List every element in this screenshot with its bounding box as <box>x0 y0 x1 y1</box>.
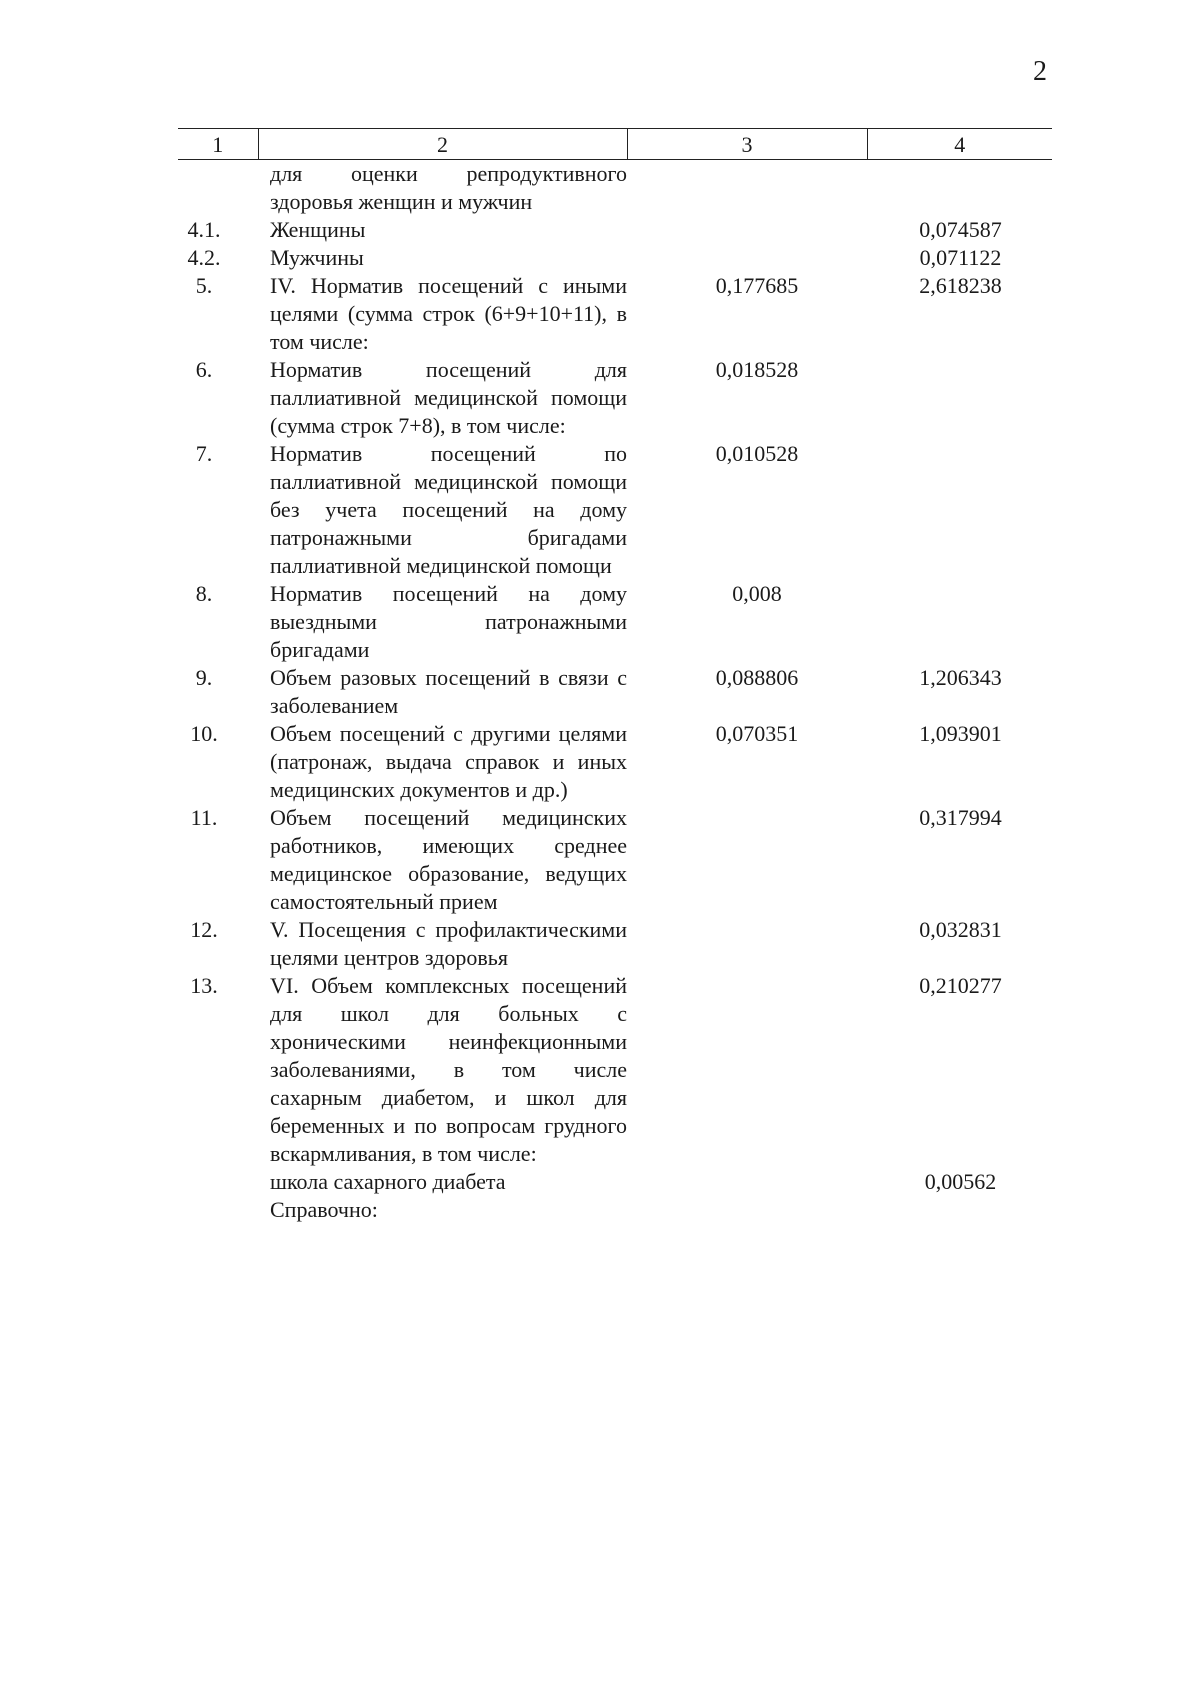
row-number: 5. <box>195 273 213 298</box>
row-text: VI. Объем комплексных посещений для школ для больных с хроническими неинфекционными заболеваниями, в том числе сахарным диабетом, и школ для беременных и по вопросам грудного вскармливания, в том числе: <box>270 973 627 1166</box>
table-row <box>178 1196 1052 1224</box>
value-col3 <box>627 216 867 244</box>
row-text: школа сахарного диабета <box>270 1169 506 1194</box>
column-header: 4 <box>867 129 1052 160</box>
value-col4 <box>867 580 1052 664</box>
value-col4: 0,210277 <box>919 973 1002 998</box>
row-text: IV. Норматив посещений с иными целями (сумма строк (6+9+10+11), в том числе: <box>270 273 627 354</box>
column-header: 1 <box>178 129 258 160</box>
value-col4: 1,206343 <box>919 665 1002 690</box>
table-row <box>178 216 1052 244</box>
value-col4 <box>867 440 1052 580</box>
row-number: 6. <box>195 357 213 382</box>
value-col3 <box>627 804 867 916</box>
value-col3: 0,008 <box>732 581 782 606</box>
row-text: Объем посещений медицинских работников, имеющих среднее медицинское образование, ведущих самостоятельный прием <box>270 805 627 914</box>
table-row <box>178 440 1052 580</box>
value-col3: 0,177685 <box>715 273 799 298</box>
row-text: Норматив посещений для паллиативной медицинской помощи (сумма строк 7+8), в том числе: <box>270 357 627 438</box>
value-col4 <box>867 1196 1052 1224</box>
norms-table <box>178 128 1052 1224</box>
value-col3 <box>627 244 867 272</box>
value-col4: 0,317994 <box>919 805 1002 830</box>
row-text: Норматив посещений по паллиативной медицинской помощи без учета посещений на дому патронажными бригадами паллиативной медицинской помощи <box>270 441 627 578</box>
table-row <box>178 916 1052 972</box>
row-text: Объем разовых посещений в связи с заболеванием <box>270 665 627 718</box>
row-text: для оценки репродуктивного здоровья женщин и мужчин <box>270 161 627 214</box>
row-number: 9. <box>195 665 213 690</box>
row-text: V. Посещения с профилактическими целями центров здоровья <box>270 917 627 970</box>
value-col3 <box>627 160 867 217</box>
row-number: 4.1. <box>187 217 221 242</box>
row-number <box>178 1196 258 1224</box>
row-text: Справочно: <box>270 1197 378 1222</box>
table-row <box>178 664 1052 720</box>
value-col4 <box>867 356 1052 440</box>
value-col4: 1,093901 <box>919 721 1002 746</box>
column-header: 2 <box>258 129 627 160</box>
value-col3 <box>627 1168 867 1196</box>
row-number: 7. <box>195 441 213 466</box>
row-number: 8. <box>195 581 213 606</box>
column-header: 3 <box>627 129 867 160</box>
value-col3 <box>627 972 867 1168</box>
row-text: Мужчины <box>270 245 364 270</box>
value-col4: 0,032831 <box>919 917 1002 942</box>
row-number: 12. <box>190 917 218 942</box>
value-col4 <box>867 160 1052 217</box>
value-col4: 2,618238 <box>919 273 1002 298</box>
value-col3 <box>627 916 867 972</box>
table-row <box>178 580 1052 664</box>
row-number <box>178 1168 258 1196</box>
page-number: 2 <box>1033 56 1047 87</box>
row-text: Норматив посещений на дому выездными патронажными бригадами <box>270 581 627 662</box>
value-col3: 0,010528 <box>715 441 799 466</box>
value-col4: 0,00562 <box>924 1169 997 1194</box>
value-col3 <box>627 1196 867 1224</box>
value-col3: 0,088806 <box>715 665 799 690</box>
value-col4: 0,071122 <box>919 245 1002 270</box>
table-row <box>178 244 1052 272</box>
table-row <box>178 972 1052 1168</box>
table-row <box>178 160 1052 217</box>
table-row <box>178 804 1052 916</box>
row-text: Объем посещений с другими целями (патронаж, выдача справок и иных медицинских документов и др.) <box>270 721 627 802</box>
row-text: Женщины <box>270 217 366 242</box>
value-col3: 0,018528 <box>715 357 799 382</box>
row-number <box>178 160 258 217</box>
row-number: 4.2. <box>187 245 221 270</box>
table-row <box>178 720 1052 804</box>
table-row <box>178 272 1052 356</box>
value-col4: 0,074587 <box>919 217 1002 242</box>
value-col3: 0,070351 <box>715 721 799 746</box>
row-number: 13. <box>190 973 218 998</box>
row-number: 11. <box>190 805 218 830</box>
table-row <box>178 1168 1052 1196</box>
table-header-row <box>178 129 1052 160</box>
row-number: 10. <box>190 721 218 746</box>
table-row <box>178 356 1052 440</box>
